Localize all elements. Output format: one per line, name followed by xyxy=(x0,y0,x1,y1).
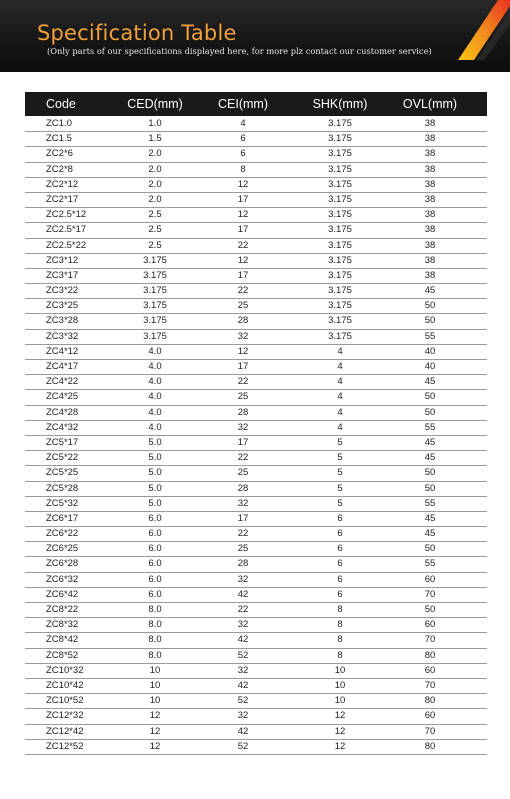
cell-ovl: 50 xyxy=(424,543,436,555)
table-row xyxy=(25,284,487,299)
table-row xyxy=(25,542,487,557)
header-ovl: OVL(mm) xyxy=(402,97,458,111)
cell-ced: 10 xyxy=(149,695,161,707)
table-row xyxy=(25,147,487,162)
cell-cei: 4 xyxy=(240,118,246,129)
cell-cei: 42 xyxy=(237,679,249,691)
accent-stripe-icon xyxy=(400,0,510,72)
cell-code: ZC5*17 xyxy=(46,436,79,448)
header-cei: CEI(mm) xyxy=(218,97,268,111)
cell-ovl: 38 xyxy=(424,269,436,281)
cell-cei: 12 xyxy=(237,209,249,221)
cell-code: ZC2.5*22 xyxy=(46,239,87,251)
cell-shk: 3.175 xyxy=(328,300,352,312)
cell-ced: 6.0 xyxy=(148,528,162,540)
cell-code: ZC4*25 xyxy=(46,391,79,403)
cell-cei: 32 xyxy=(237,664,249,676)
cell-code: ZC6*28 xyxy=(46,558,79,570)
cell-code: ZC4*32 xyxy=(46,421,79,433)
cell-code: ZC2*17 xyxy=(46,193,79,205)
cell-ced: 8.0 xyxy=(148,634,162,646)
cell-ced: 12 xyxy=(149,710,161,722)
cell-ovl: 45 xyxy=(424,285,436,297)
cell-ced: 1.5 xyxy=(148,133,162,145)
cell-shk: 3.175 xyxy=(328,315,352,327)
cell-ovl: 55 xyxy=(424,421,436,433)
table-row xyxy=(25,132,487,147)
cell-ovl: 50 xyxy=(424,604,436,615)
cell-ced: 3.175 xyxy=(143,300,167,312)
cell-ovl: 38 xyxy=(424,209,436,221)
cell-code: ZC1.5 xyxy=(46,133,72,145)
cell-ovl: 50 xyxy=(424,406,436,418)
cell-shk: 4 xyxy=(337,376,343,388)
table-row xyxy=(25,269,487,284)
cell-cei: 52 xyxy=(237,695,249,707)
cell-ovl: 50 xyxy=(424,315,436,327)
cell-ced: 2.0 xyxy=(148,148,162,160)
cell-shk: 3.175 xyxy=(328,285,352,297)
cell-shk: 4 xyxy=(337,406,343,418)
cell-cei: 17 xyxy=(237,269,249,281)
cell-ovl: 38 xyxy=(424,148,436,160)
cell-shk: 8 xyxy=(337,649,343,661)
cell-ovl: 70 xyxy=(424,588,436,600)
table-row xyxy=(25,330,487,345)
cell-ced: 2.5 xyxy=(148,224,162,236)
cell-ced: 3.175 xyxy=(143,269,167,281)
cell-ced: 8.0 xyxy=(148,649,162,661)
cell-code: ZC6*17 xyxy=(46,512,79,524)
cell-code: ZC8*42 xyxy=(46,634,79,646)
table-row xyxy=(25,117,487,132)
cell-shk: 5 xyxy=(337,482,343,494)
cell-ovl: 55 xyxy=(424,330,436,342)
cell-ovl: 38 xyxy=(424,133,436,145)
cell-ovl: 50 xyxy=(424,467,436,479)
table-row xyxy=(25,588,487,603)
table-row xyxy=(25,740,487,755)
cell-code: ZC10*52 xyxy=(46,695,84,707)
table-row xyxy=(25,451,487,466)
cell-cei: 25 xyxy=(237,300,249,312)
cell-cei: 28 xyxy=(237,558,249,570)
cell-ced: 4.0 xyxy=(148,345,162,357)
cell-shk: 6 xyxy=(337,573,343,585)
cell-ovl: 80 xyxy=(424,695,436,707)
cell-shk: 6 xyxy=(337,543,343,555)
cell-cei: 25 xyxy=(237,391,249,403)
cell-shk: 4 xyxy=(337,361,343,372)
table-row xyxy=(25,633,487,648)
cell-code: ZC5*32 xyxy=(46,497,79,509)
cell-cei: 25 xyxy=(237,467,249,479)
cell-shk: 10 xyxy=(334,679,346,691)
cell-shk: 6 xyxy=(337,558,343,570)
cell-cei: 12 xyxy=(237,345,249,357)
cell-code: ZC5*22 xyxy=(46,452,79,464)
cell-ced: 4.0 xyxy=(148,391,162,403)
cell-code: ZC6*25 xyxy=(46,543,79,555)
cell-code: ZC12*52 xyxy=(46,740,84,752)
cell-code: ZC2.5*17 xyxy=(46,224,87,236)
cell-shk: 3.175 xyxy=(328,118,352,129)
spec-table-body xyxy=(25,117,487,755)
cell-cei: 32 xyxy=(237,330,249,342)
cell-code: ZC5*25 xyxy=(46,467,79,479)
cell-ovl: 38 xyxy=(424,163,436,175)
cell-cei: 25 xyxy=(237,543,249,555)
table-row xyxy=(25,314,487,329)
cell-code: ZC1.0 xyxy=(46,118,72,129)
cell-ovl: 38 xyxy=(424,224,436,236)
cell-ovl: 50 xyxy=(424,300,436,312)
cell-shk: 3.175 xyxy=(328,330,352,342)
cell-code: ZC3*17 xyxy=(46,269,79,281)
cell-ovl: 50 xyxy=(424,391,436,403)
cell-shk: 6 xyxy=(337,512,343,524)
cell-ovl: 38 xyxy=(424,118,436,129)
cell-cei: 32 xyxy=(237,497,249,509)
page-title: Specification Table xyxy=(37,21,237,45)
cell-cei: 17 xyxy=(237,193,249,205)
cell-code: ZC6*42 xyxy=(46,588,79,600)
table-row xyxy=(25,512,487,527)
cell-ced: 5.0 xyxy=(148,467,162,479)
cell-code: ZC2*6 xyxy=(46,148,73,160)
cell-code: ZC4*12 xyxy=(46,345,79,357)
table-row xyxy=(25,557,487,572)
cell-code: ZC8*52 xyxy=(46,649,79,661)
cell-ovl: 60 xyxy=(424,664,436,676)
table-row xyxy=(25,482,487,497)
cell-cei: 22 xyxy=(237,376,249,388)
cell-ovl: 70 xyxy=(424,634,436,646)
table-row xyxy=(25,679,487,694)
table-row xyxy=(25,360,487,375)
cell-ovl: 80 xyxy=(424,740,436,752)
cell-code: ZC4*28 xyxy=(46,406,79,418)
cell-cei: 42 xyxy=(237,588,249,600)
table-row xyxy=(25,239,487,254)
table-header xyxy=(25,92,487,116)
table-row xyxy=(25,466,487,481)
cell-ced: 2.5 xyxy=(148,239,162,251)
cell-ovl: 45 xyxy=(424,528,436,540)
table-row xyxy=(25,527,487,542)
cell-ced: 8.0 xyxy=(148,619,162,631)
cell-ovl: 38 xyxy=(424,239,436,251)
cell-ced: 4.0 xyxy=(148,406,162,418)
cell-shk: 10 xyxy=(334,664,346,676)
cell-code: ZC8*32 xyxy=(46,619,79,631)
table-row xyxy=(25,618,487,633)
cell-shk: 3.175 xyxy=(328,224,352,236)
table-row xyxy=(25,603,487,618)
cell-cei: 12 xyxy=(237,254,249,266)
cell-ovl: 45 xyxy=(424,376,436,388)
cell-code: ZC8*22 xyxy=(46,604,79,615)
cell-cei: 32 xyxy=(237,710,249,722)
table-row xyxy=(25,664,487,679)
cell-cei: 17 xyxy=(237,224,249,236)
cell-code: ZC2*8 xyxy=(46,163,73,175)
cell-ovl: 55 xyxy=(424,497,436,509)
cell-ced: 6.0 xyxy=(148,588,162,600)
cell-shk: 3.175 xyxy=(328,209,352,221)
cell-ced: 4.0 xyxy=(148,376,162,388)
cell-shk: 5 xyxy=(337,436,343,448)
cell-code: ZC3*28 xyxy=(46,315,79,327)
cell-ovl: 45 xyxy=(424,512,436,524)
cell-cei: 6 xyxy=(240,148,246,160)
cell-code: ZC4*17 xyxy=(46,361,79,372)
cell-shk: 12 xyxy=(334,725,346,737)
cell-ced: 10 xyxy=(149,664,161,676)
cell-ced: 3.175 xyxy=(143,254,167,266)
cell-code: ZC10*42 xyxy=(46,679,84,691)
title-banner xyxy=(0,0,510,72)
cell-ovl: 40 xyxy=(424,361,436,372)
cell-ovl: 70 xyxy=(424,679,436,691)
cell-ovl: 38 xyxy=(424,254,436,266)
cell-ced: 1.0 xyxy=(148,118,162,129)
table-row xyxy=(25,299,487,314)
table-row xyxy=(25,421,487,436)
cell-ovl: 40 xyxy=(424,345,436,357)
cell-shk: 6 xyxy=(337,528,343,540)
cell-ced: 5.0 xyxy=(148,497,162,509)
cell-ced: 5.0 xyxy=(148,482,162,494)
cell-code: ZC6*22 xyxy=(46,528,79,540)
cell-cei: 17 xyxy=(237,512,249,524)
table-row xyxy=(25,208,487,223)
cell-ced: 5.0 xyxy=(148,436,162,448)
cell-ovl: 60 xyxy=(424,619,436,631)
cell-shk: 3.175 xyxy=(328,269,352,281)
cell-shk: 5 xyxy=(337,467,343,479)
table-row xyxy=(25,375,487,390)
cell-ced: 6.0 xyxy=(148,573,162,585)
cell-ovl: 45 xyxy=(424,436,436,448)
cell-cei: 8 xyxy=(240,163,246,175)
cell-shk: 3.175 xyxy=(328,178,352,190)
cell-ovl: 55 xyxy=(424,558,436,570)
cell-cei: 22 xyxy=(237,285,249,297)
cell-ced: 4.0 xyxy=(148,421,162,433)
cell-code: ZC5*28 xyxy=(46,482,79,494)
cell-ovl: 38 xyxy=(424,193,436,205)
table-row xyxy=(25,178,487,193)
table-row xyxy=(25,193,487,208)
cell-shk: 5 xyxy=(337,452,343,464)
cell-ced: 2.0 xyxy=(148,163,162,175)
cell-shk: 4 xyxy=(337,345,343,357)
cell-ced: 3.175 xyxy=(143,315,167,327)
cell-shk: 3.175 xyxy=(328,254,352,266)
cell-ced: 2.5 xyxy=(148,209,162,221)
cell-shk: 5 xyxy=(337,497,343,509)
cell-shk: 12 xyxy=(334,710,346,722)
cell-shk: 3.175 xyxy=(328,148,352,160)
cell-cei: 42 xyxy=(237,725,249,737)
cell-code: ZC3*22 xyxy=(46,285,79,297)
cell-shk: 3.175 xyxy=(328,133,352,145)
cell-ovl: 38 xyxy=(424,178,436,190)
table-row xyxy=(25,163,487,178)
cell-ovl: 70 xyxy=(424,725,436,737)
table-row xyxy=(25,694,487,709)
table-row xyxy=(25,709,487,724)
cell-cei: 52 xyxy=(237,740,249,752)
cell-code: ZC3*25 xyxy=(46,300,79,312)
page-subtitle: (Only parts of our specifications displayed here, for more plz contact our customer service) xyxy=(47,46,432,56)
cell-shk: 3.175 xyxy=(328,193,352,205)
cell-cei: 32 xyxy=(237,619,249,631)
header-ced: CED(mm) xyxy=(127,97,183,111)
table-row xyxy=(25,573,487,588)
cell-shk: 8 xyxy=(337,634,343,646)
cell-ced: 3.175 xyxy=(143,330,167,342)
cell-cei: 22 xyxy=(237,528,249,540)
cell-ced: 3.175 xyxy=(143,285,167,297)
cell-ced: 6.0 xyxy=(148,558,162,570)
cell-shk: 12 xyxy=(334,740,346,752)
cell-shk: 4 xyxy=(337,421,343,433)
cell-ced: 10 xyxy=(149,679,161,691)
cell-ced: 5.0 xyxy=(148,452,162,464)
cell-code: ZC3*12 xyxy=(46,254,79,266)
cell-cei: 32 xyxy=(237,573,249,585)
header-code: Code xyxy=(46,97,76,111)
header-shk: SHK(mm) xyxy=(312,97,368,111)
cell-ced: 6.0 xyxy=(148,512,162,524)
cell-cei: 12 xyxy=(237,178,249,190)
cell-cei: 22 xyxy=(237,452,249,464)
cell-cei: 28 xyxy=(237,315,249,327)
cell-ovl: 50 xyxy=(424,482,436,494)
cell-code: ZC3*32 xyxy=(46,330,79,342)
cell-code: ZC2*12 xyxy=(46,178,79,190)
table-row xyxy=(25,725,487,740)
cell-shk: 10 xyxy=(334,695,346,707)
cell-shk: 6 xyxy=(337,588,343,600)
cell-cei: 42 xyxy=(237,634,249,646)
cell-code: ZC4*22 xyxy=(46,376,79,388)
cell-ced: 4.0 xyxy=(148,361,162,372)
cell-cei: 6 xyxy=(240,133,246,145)
cell-cei: 17 xyxy=(237,361,249,372)
cell-code: ZC12*32 xyxy=(46,710,84,722)
table-row xyxy=(25,223,487,238)
cell-cei: 22 xyxy=(237,239,249,251)
cell-code: ZC6*32 xyxy=(46,573,79,585)
cell-code: ZC12*42 xyxy=(46,725,84,737)
cell-ovl: 80 xyxy=(424,649,436,661)
cell-ced: 6.0 xyxy=(148,543,162,555)
table-row xyxy=(25,497,487,512)
cell-shk: 8 xyxy=(337,604,343,615)
cell-cei: 17 xyxy=(237,436,249,448)
cell-ced: 2.0 xyxy=(148,193,162,205)
cell-ovl: 60 xyxy=(424,573,436,585)
table-row xyxy=(25,436,487,451)
cell-cei: 28 xyxy=(237,482,249,494)
cell-ced: 8.0 xyxy=(148,604,162,615)
cell-code: ZC10*32 xyxy=(46,664,84,676)
table-row xyxy=(25,345,487,360)
cell-shk: 3.175 xyxy=(328,163,352,175)
cell-cei: 52 xyxy=(237,649,249,661)
cell-code: ZC2.5*12 xyxy=(46,209,87,221)
table-row xyxy=(25,649,487,664)
table-row xyxy=(25,390,487,405)
cell-shk: 8 xyxy=(337,619,343,631)
cell-cei: 22 xyxy=(237,604,249,615)
cell-ced: 12 xyxy=(149,740,161,752)
table-row xyxy=(25,406,487,421)
cell-cei: 32 xyxy=(237,421,249,433)
cell-ced: 2.0 xyxy=(148,178,162,190)
cell-shk: 3.175 xyxy=(328,239,352,251)
table-row xyxy=(25,254,487,269)
cell-ced: 12 xyxy=(149,725,161,737)
cell-cei: 28 xyxy=(237,406,249,418)
cell-ovl: 45 xyxy=(424,452,436,464)
cell-ovl: 60 xyxy=(424,710,436,722)
cell-shk: 4 xyxy=(337,391,343,403)
